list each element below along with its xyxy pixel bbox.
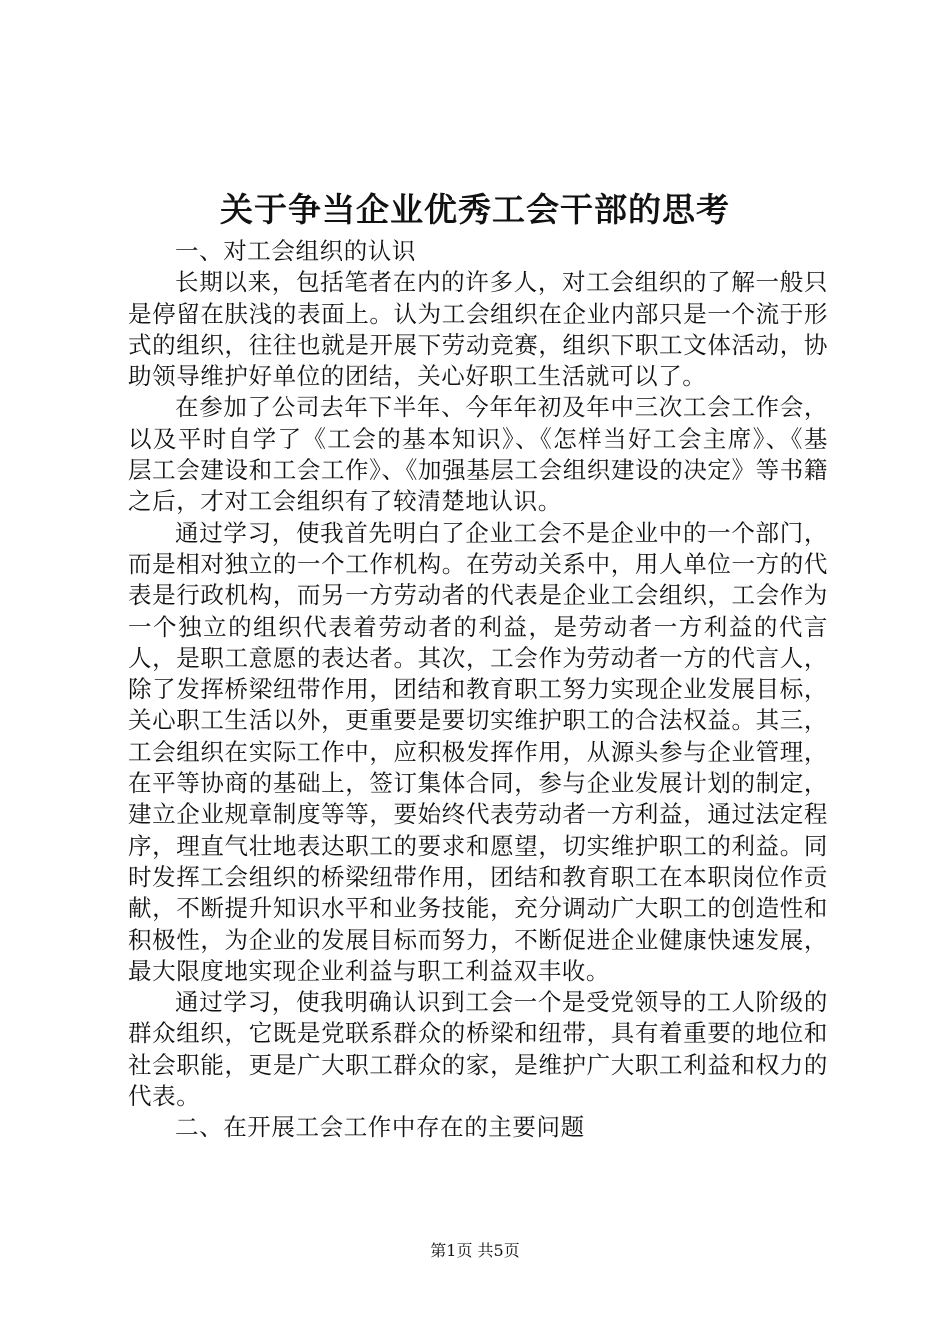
section-heading-2: 二、在开展工会工作中存在的主要问题 xyxy=(175,1113,585,1142)
document-body xyxy=(128,236,828,1144)
paragraph: 通过学习，使我首先明白了企业工会不是企业中的一个部门，而是相对独立的一个工作机构。在劳动关系中，用人单位一方的代表是行政机构，而另一方劳动者的代表是企业工会组织，工会作为一个独立的组织代表着劳动者的利益，是劳动者一方利益的代言人，是职工意愿的表达者。其次，工会作为劳动者一方的代言人，除了发挥桥梁纽带作用，团结和教育职工努力实现企业发展目标，关心职工生活以外，更重要是要切实维护职工的合法权益。其三，工会组织在实际工作中，应积极发挥作用，从源头参与企业管理，在平等协商的基础上，签订集体合同，参与企业发展计划的制定，建立企业规章制度等等，要始终代表劳动者一方利益，通过法定程序，理直气壮地表达职工的要求和愿望，切实维护职工的利益。同时发挥工会组织的桥梁纽带作用，团结和教育职工在本职岗位作贡献，不断提升知识水平和业务技能，充分调动广大职工的创造性和积极性，为企业的发展目标而努力，不断促进企业健康快速发展，最大限度地实现企业利益与职工利益双丰收。 xyxy=(128,518,828,985)
paragraph: 通过学习，使我明确认识到工会一个是受党领导的工人阶级的群众组织，它既是党联系群众的桥梁和纽带，具有着重要的地位和社会职能，更是广大职工群众的家，是维护广大职工利益和权力的代表。 xyxy=(128,988,828,1111)
document-title: 关于争当企业优秀工会干部的思考 xyxy=(220,190,730,229)
section-heading-1: 一、对工会组织的认识 xyxy=(175,237,416,265)
paragraph: 长期以来，包括笔者在内的许多人，对工会组织的了解一般只是停留在肤浅的表面上。认为工会组织在企业内部只是一个流于形式的组织，往往也就是开展下劳动竞赛，组织下职工文体活动，协助领导维护好单位的团结，关心好职工生活就可以了。 xyxy=(128,268,828,391)
paragraph: 在参加了公司去年下半年、今年年初及年中三次工会工作会，以及平时自学了《工会的基本知识》、《怎样当好工会主席》、《基层工会建设和工会工作》、《加强基层工会组织建设的决定》等书籍之后，才对工会组织有了较清楚地认识。 xyxy=(128,393,828,516)
page-number-footer: 第1页 共5页 xyxy=(430,1241,520,1260)
